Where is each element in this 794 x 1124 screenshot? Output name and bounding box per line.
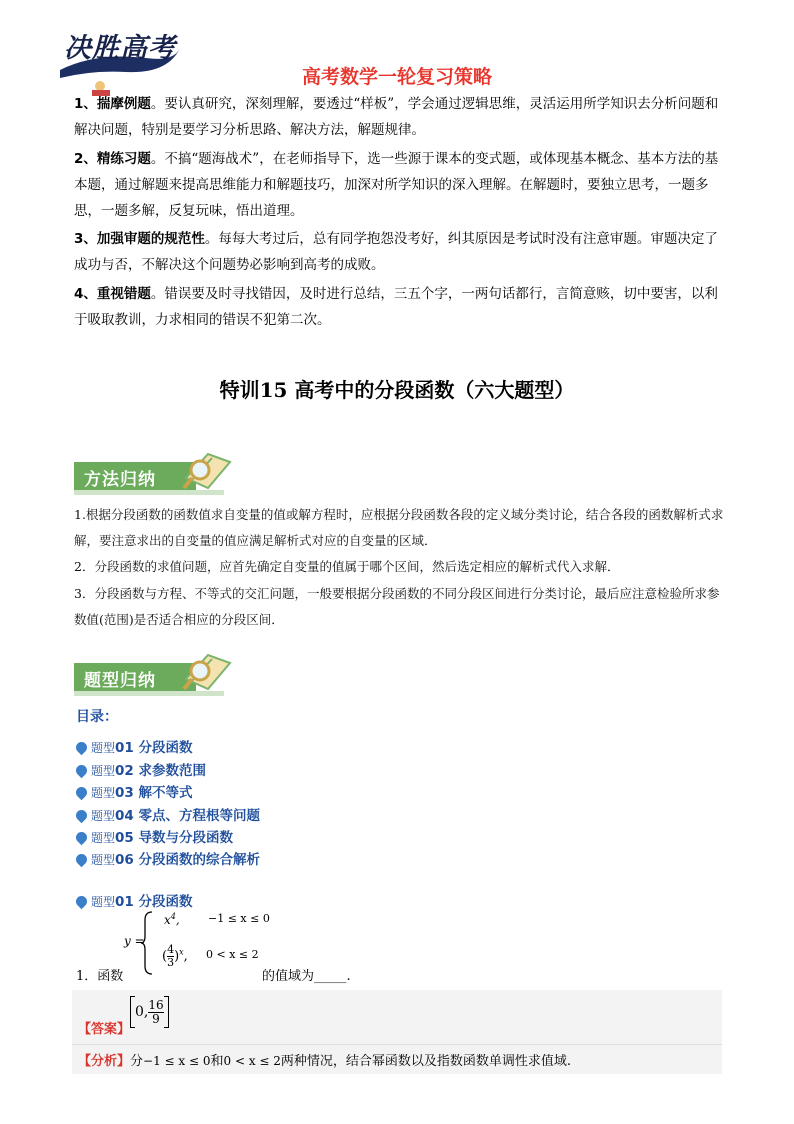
method-item-1: 1.根据分段函数的函数值求自变量的值或解方程时，应根据分段函数各段的定义域分类讨论，结合各段的函数解析式求解，要注意求出的自变量的值应满足解析式对应的自变量的区域． <box>74 507 724 548</box>
location-pin-icon <box>74 740 90 756</box>
strategy-item-body: 。不搞“题海战术”，在老师指导下，选一些源于课本的变式题，或体现基本概念、基本方法的基本题，通过解题来提高思维能力和解题技巧，加深对所学知识的深入理解。在解题时，要独立思考，一题多思，一题多解，反复玩味，悟出道理。 <box>74 151 719 219</box>
method-banner <box>74 450 238 496</box>
answer-value: 0, $\frac{16}{9}$ <box>130 996 169 1028</box>
piecewise-function: y = $x^4$, ( $\frac{4}{3}$ )$^x$, −1 ≤ x ≤ 0 0 < x ≤ 2 <box>120 910 270 976</box>
method-banner-label: 方法归纳 <box>84 470 156 490</box>
toc-item-label: 02 求参数范围 <box>115 763 207 779</box>
analysis-label: 【分析】 <box>78 1054 131 1069</box>
section-title: 01 分段函数 <box>115 894 193 910</box>
book-magnifier-icon <box>178 448 238 498</box>
toc-item[interactable] <box>76 826 233 848</box>
book-magnifier-icon <box>178 649 238 699</box>
analysis-cond2: 0 < x ≤ 2 <box>223 1054 281 1068</box>
answer-box <box>72 990 722 1074</box>
strategy-item-4 <box>74 281 726 333</box>
toc-label: 目录： <box>76 709 118 725</box>
location-pin-icon <box>74 830 90 846</box>
strategy-item-head: 1、揣摩例题 <box>74 96 151 112</box>
piece1-condition: −1 ≤ x ≤ 0 <box>208 912 270 925</box>
strategy-item-1 <box>74 91 726 143</box>
method-item-2: 2．分段函数的求值问题，应首先确定自变量的值属于哪个区间，然后选定相应的解析式代入求解． <box>74 559 620 574</box>
toc-item[interactable] <box>76 848 260 870</box>
type-banner-label: 题型归纳 <box>84 671 156 691</box>
toc-item-label: 04 零点、方程根等问题 <box>115 808 261 824</box>
type-banner <box>74 651 238 697</box>
strategy-title: 高考数学一轮复习策略 <box>301 66 492 88</box>
toc-item-label: 06 分段函数的综合解析 <box>115 852 261 868</box>
logo-text: 决胜高考 <box>64 33 176 64</box>
analysis-pre: 分 <box>130 1054 144 1069</box>
analysis-mid: 和 <box>210 1054 224 1069</box>
piece2-condition: 0 < x ≤ 2 <box>206 948 259 961</box>
section-tag: 题型 <box>91 895 116 909</box>
strategy-item-3 <box>74 226 726 278</box>
location-pin-icon <box>74 763 90 779</box>
toc-item-label: 03 解不等式 <box>115 785 193 801</box>
left-brace-icon <box>140 910 154 976</box>
toc-tag: 题型 <box>91 741 116 755</box>
location-pin-icon <box>74 808 90 824</box>
toc-item[interactable] <box>76 804 260 826</box>
strategy-item-body: 。每每大考过后，总有同学抱怨没考好，纠其原因是考试时没有注意审题。审题决定了成功与否，不解决这个问题势必影响到高考的成败。 <box>74 231 718 273</box>
method-item-3: 3．分段函数与方程、不等式的交汇问题，一般要根据分段函数的不同分段区间进行分类讨论，最后应注意检验所求参数值(范围)是否适合相应的分段区间． <box>74 586 720 627</box>
strategy-item-head: 4、重视错题 <box>74 286 151 302</box>
toc-item-label: 05 导数与分段函数 <box>115 830 234 846</box>
section-heading <box>76 890 193 912</box>
toc-item[interactable] <box>76 781 193 803</box>
toc-item[interactable] <box>76 759 206 781</box>
toc-tag: 题型 <box>91 809 116 823</box>
location-pin-icon <box>74 852 90 868</box>
question-prefix: 1．函数 <box>76 969 124 984</box>
page-title: 特训15 高考中的分段函数（六大题型） <box>219 378 575 402</box>
location-pin-icon <box>74 785 90 801</box>
strategy-item-head: 3、加强审题的规范性 <box>74 231 205 247</box>
analysis-post: 两种情况，结合幂函数以及指数函数单调性求值域. <box>280 1054 572 1069</box>
toc-tag: 题型 <box>91 786 116 800</box>
question-suffix: 的值域为_____. <box>262 969 351 984</box>
toc-tag: 题型 <box>91 764 116 778</box>
analysis-line <box>78 1050 571 1069</box>
answer-label: 【答案】 <box>78 1022 131 1037</box>
strategy-item-2 <box>74 146 726 224</box>
toc-tag: 题型 <box>91 831 116 845</box>
toc-tag: 题型 <box>91 853 116 867</box>
location-pin-icon <box>74 894 90 910</box>
analysis-cond1: −1 ≤ x ≤ 0 <box>143 1054 211 1068</box>
toc-item[interactable] <box>76 736 193 758</box>
strategy-item-head: 2、精练习题 <box>74 151 151 167</box>
strategy-item-body: 。要认真研究，深刻理解，要透过“样板”，学会通过逻辑思维，灵活运用所学知识去分析问题和解决问题，特别是要学习分析思路、解决方法，解题规律。 <box>74 96 719 138</box>
toc-item-label: 01 分段函数 <box>115 740 193 756</box>
strategy-item-body: 。错误要及时寻找错因，及时进行总结，三五个字，一两句话都行，言简意赅，切中要害，以利于吸取教训，力求相同的错误不犯第二次。 <box>74 286 718 328</box>
